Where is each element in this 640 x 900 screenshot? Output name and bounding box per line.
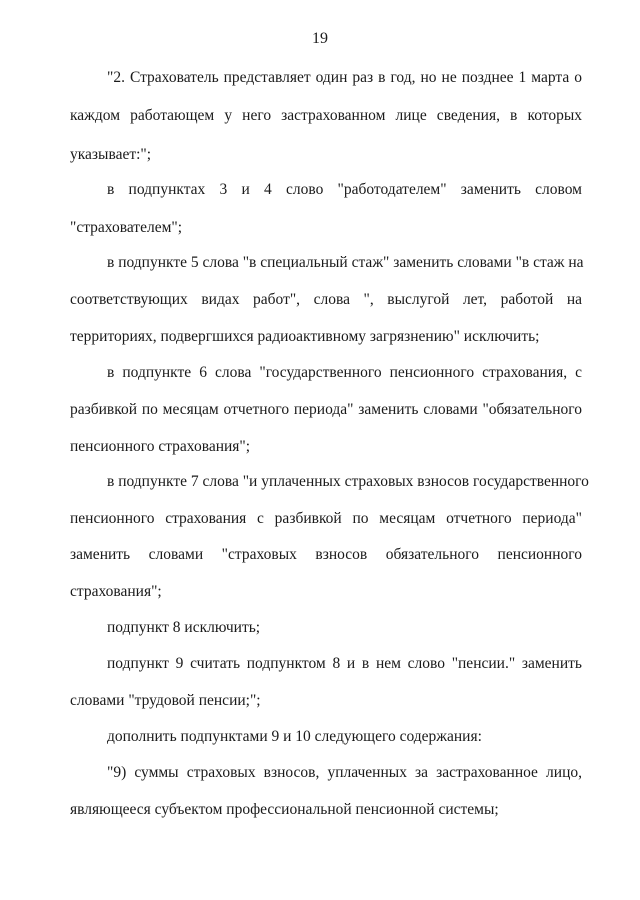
text-line: каждом работающем у него застрахованном лице сведения, в которых (70, 107, 582, 124)
text-line: заменить словами "страховых взносов обязательного пенсионного (70, 546, 582, 563)
text-line: "страхователем"; (70, 219, 183, 236)
text-line: соответствующих видах работ", слова ", выслугой лет, работой на (70, 291, 582, 308)
text-line: указывает:"; (70, 146, 152, 163)
text-line: в подпункте 6 слова "государственного пенсионного страхования, с (107, 364, 582, 381)
text-line: являющееся субъектом профессиональной пенсионной системы; (70, 801, 499, 818)
text-line: подпункт 8 исключить; (107, 619, 261, 636)
text-line: пенсионного страхования"; (70, 438, 251, 455)
text-line: территориях, подвергшихся радиоактивному загрязнению" исключить; (70, 328, 540, 345)
text-line: подпункт 9 считать подпунктом 8 и в нем слово "пенсии." заменить (107, 655, 582, 672)
text-line: разбивкой по месяцам отчетного периода" заменить словами "обязательного (70, 401, 582, 418)
text-line: в подпункте 5 слова "в специальный стаж" заменить словами "в стаж на (107, 254, 584, 271)
text-line: в подпункте 7 слова "и уплаченных страховых взносов государственного (107, 473, 589, 490)
text-line: словами "трудовой пенсии;"; (70, 692, 261, 709)
page-number: 19 (312, 30, 328, 47)
text-line: "2. Страхователь представляет один раз в год, но не позднее 1 марта о (107, 69, 582, 86)
text-line: пенсионного страхования с разбивкой по месяцам отчетного периода" (70, 510, 582, 527)
text-line: в подпунктах 3 и 4 слово "работодателем" заменить словом (107, 181, 582, 198)
text-line: дополнить подпунктами 9 и 10 следующего содержания: (107, 728, 482, 745)
text-line: "9) суммы страховых взносов, уплаченных за застрахованное лицо, (107, 764, 582, 781)
text-line: страхования"; (70, 583, 162, 600)
